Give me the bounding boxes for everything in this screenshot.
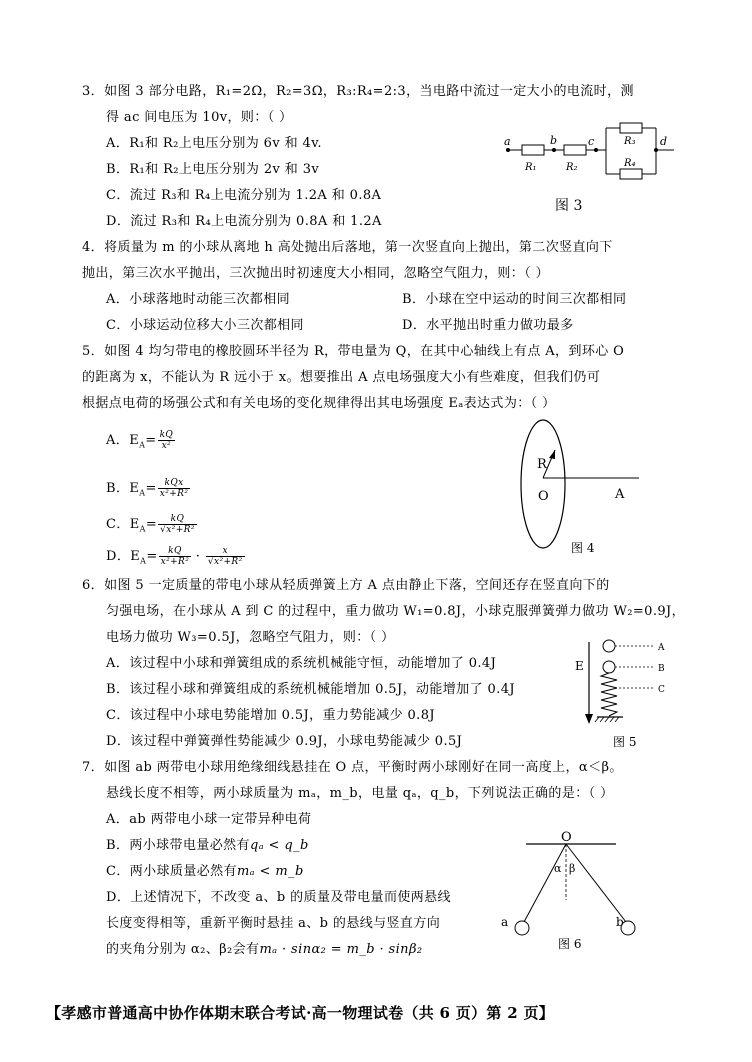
fig3-label-b: b [550,134,558,147]
q6-stem-line2: 匀强电场，在小球从 A 到 C 的过程中，重力做功 W₁=0.8J，小球克服弹簧弹力做功 W₂=0.9J， [106,604,686,619]
q6-option-a: A．该过程中小球和弹簧组成的系统机械能守恒，动能增加了 0.4J [106,656,497,671]
fig3-label-r1: R₁ [525,162,537,173]
fig6-label-o: O [561,830,572,845]
fig6-label-a: a [501,915,509,929]
fig3-label-c: c [588,135,595,148]
q3-option-b: B．R₁和 R₂上电压分别为 2v 和 3v [106,162,320,177]
q3-option-c: C．流过 R₃和 R₄上电流分别为 1.2A 和 0.8A [106,188,382,203]
fig5-caption: 图 5 [613,735,637,749]
fig6-label-b: b [616,915,624,929]
q7-option-d-line3: 的夹角分别为 α₂、β₂会有mₐ · sinα₂ = m_b · sinβ₂ [106,942,423,957]
fig4-label-r: R [537,457,547,472]
fig6-label-alpha: α [554,862,562,875]
fig6-label-beta: β [569,862,576,875]
fig3-label-d: d [660,135,668,148]
q5-a-numerator: kQ [159,430,174,440]
page-footer: 【孝感市普通高中协作体期末联合考试·高一物理试卷（共 6 页）第 2 页】 [46,1004,555,1022]
q5-b-numerator: kQx [158,478,191,489]
q6-option-b: B．该过程小球和弹簧组成的系统机械能增加 0.5J，动能增加了 0.4J [106,682,515,697]
fig5-label-c: C [658,685,665,695]
figure-6-pendulums [498,830,648,970]
q5-option-a: A．$E_A=$ $\frac{kQ}{\text{x²}}$ [106,430,174,451]
q7-stem-line2: 悬线长度不相等，两小球质量为 mₐ，m_b，电量 qₐ，q_b，下列说法正确的是：（ ） [106,786,614,801]
q5-d-numerator1: kQ [159,546,192,557]
q7-option-a: A．ab 两带电小球一定带异种电荷 [106,812,312,827]
q7-c-formula: mₐ < m_b [236,864,304,879]
q7-stem-line1: 7．如图 ab 两带电小球用绝缘细线悬挂在 O 点，平衡时两小球刚好在同一高度上，α＜β。 [82,760,623,775]
q7-option-c: C．两小球质量必然有mₐ < m_b [106,864,304,879]
q3-option-d: D．流过 R₃和 R₄上电流分别为 0.8A 和 1.2A [106,214,382,229]
q5-a-denominator: x² [161,441,172,451]
fig5-label-e: E [575,659,584,673]
q6-option-c: C．该过程中小球电势能增加 0.5J，重力势能减少 0.8J [106,708,435,723]
q4-option-d: D．水平抛出时重力做功最多 [402,318,574,333]
fig3-caption: 图 3 [555,198,583,214]
q4-stem-line2: 抛出，第三次水平抛出，三次抛出时初速度大小相同，忽略空气阻力，则：（ ） [82,266,550,281]
q5-stem-line2: 的距离为 x，不能认为 R 远小于 x。想要推出 A 点电场强度大小有些难度，但我们仍可 [82,370,601,385]
q4-option-a: A．小球落地时动能三次都相同 [106,292,290,307]
q5-option-b: B．$E_A=$ $\frac{\text{kQx}}{\text{x²+R²}}$ [106,478,189,499]
q4-stem-line1: 4．将质量为 m 的小球从离地 h 高处抛出后落地，第一次竖直向上抛出，第二次竖直向下 [82,240,613,255]
fig3-label-r3: R₃ [624,136,636,147]
q5-c-numerator: kQ [158,514,197,525]
q7-option-b: B．两小球带电量必然有qₐ < q_b [106,838,309,853]
q5-d-denominator1: x²+R² [160,557,190,567]
q7-d-formula: mₐ · sinα₂ = m_b · sinβ₂ [259,942,423,957]
q6-stem-line3: 电场力做功 W₃=0.5J，忽略空气阻力，则：（ ） [106,630,395,645]
q5-option-c: C．$E_A=$ $\frac{kQ}{\text{√x²+R²}}$ [106,514,195,535]
q5-d-denominator2: √x²+R² [207,557,243,567]
fig4-label-a: A [615,487,625,502]
fig3-label-a: a [504,135,511,148]
q7-option-d-line2: 长度变得相等，重新平衡时悬挂 a、b 的悬线与竖直方向 [106,916,441,931]
q6-option-d: D．该过程中弹簧弹性势能减少 0.9J，小球电势能减少 0.5J [106,734,463,749]
q3-stem-line2: 得 ac 间电压为 10v，则：（ ） [106,110,293,125]
q5-c-denominator: √x²+R² [160,525,195,535]
q4-option-b: B．小球在空中运动的时间三次都相同 [402,292,627,307]
figure-4-ring [505,412,655,555]
q7-b-formula: qₐ < q_b [249,838,309,853]
q5-stem-line3: 根据点电荷的场强公式和有关电场的变化规律得出其电场强度 Eₐ表达式为：（ ） [82,396,556,411]
q6-stem-line1: 6．如图 5 一定质量的带电小球从轻质弹簧上方 A 点由静止下落，空间还存在竖直向下的 [82,578,610,593]
q5-b-denominator: x²+R² [159,489,189,499]
figure-5-spring [573,636,683,756]
fig4-caption: 图 4 [571,541,595,555]
q7-option-d-line1: D．上述情况下，不改变 a、b 的质量及带电量而使两悬线 [106,890,451,905]
fig5-label-b: B [658,664,665,674]
q4-option-c: C．小球运动位移大小三次都相同 [106,318,304,333]
q5-d-numerator2: x [206,546,245,557]
q5-option-d: D．$E_A=$ $\frac{kQ}{\text{x²+R²}}$ · $\frac{x}{\text{√x²+R²}}$ [106,546,243,567]
q3-stem-line1: 3．如图 3 部分电路，R₁=2Ω，R₂=3Ω，R₃:R₄=2:3，当电路中流过一定大小的电流时，测 [82,84,634,99]
fig4-label-o: O [538,489,549,504]
q3-option-a: A．R₁和 R₂上电压分别为 6v 和 4v. [106,136,322,151]
q5-stem-line1: 5．如图 4 均匀带电的橡胶圆环半径为 R，带电量为 Q，在其中心轴线上有点 A，到环心 O [82,344,625,359]
fig3-label-r4: R₄ [624,158,636,169]
fig5-label-a: A [658,643,665,653]
figure-3-circuit [500,118,690,214]
fig3-label-r2: R₂ [566,162,578,173]
fig6-caption: 图 6 [558,937,582,951]
